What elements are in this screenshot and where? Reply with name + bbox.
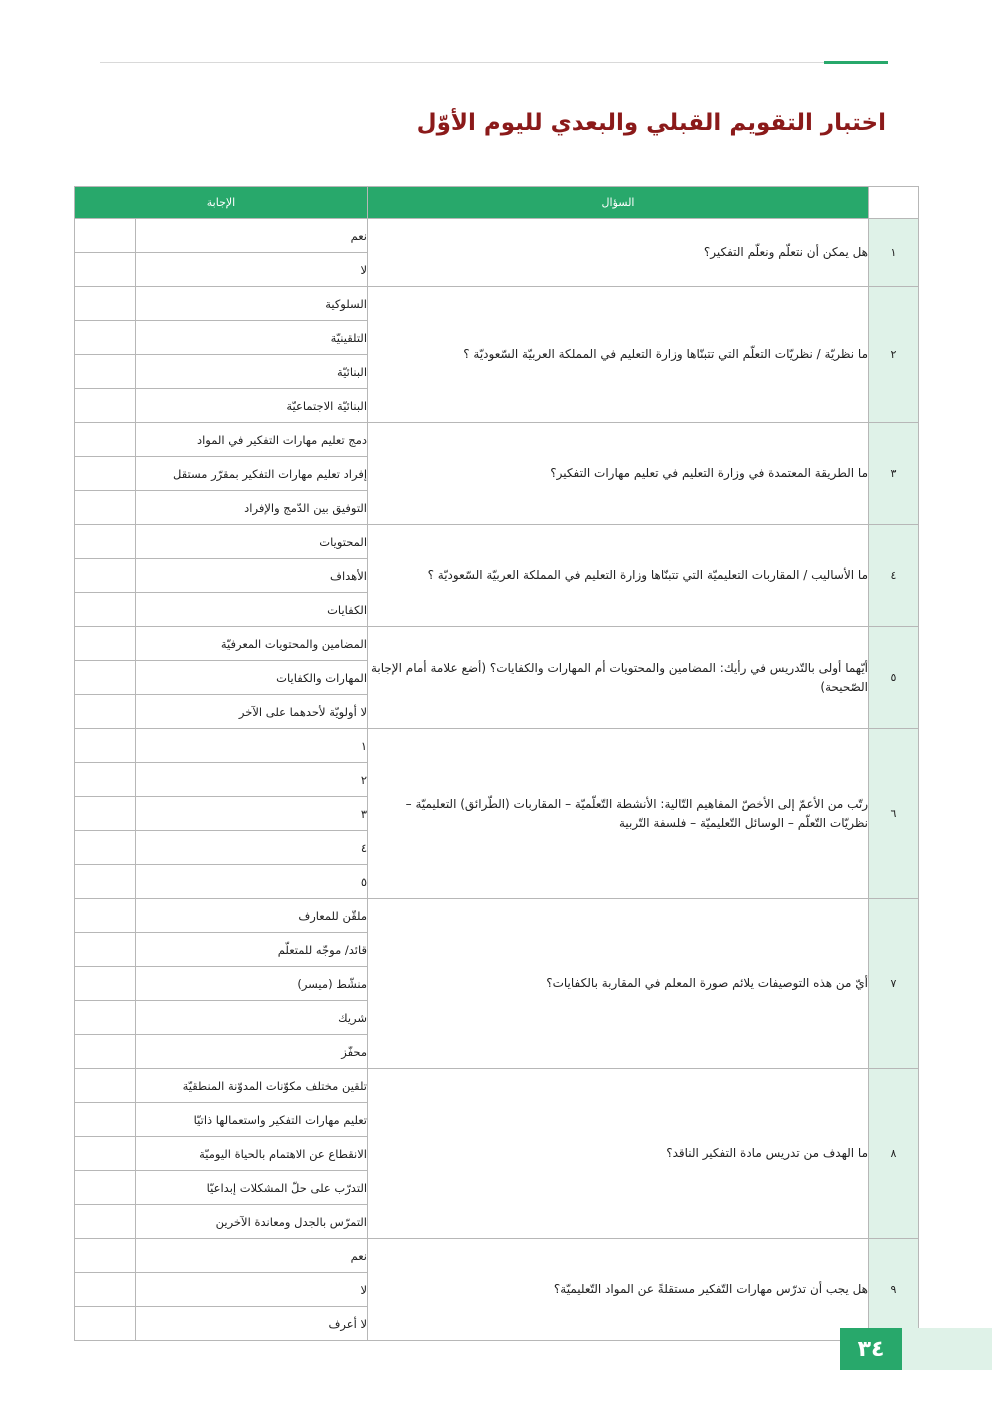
answer-mark-cell[interactable] <box>75 967 136 1001</box>
answer-option: دمج تعليم مهارات التفكير في المواد <box>136 423 368 457</box>
answer-mark-cell[interactable] <box>75 1137 136 1171</box>
answer-option: ملقّن للمعارف <box>136 899 368 933</box>
page-number: ٣٤ <box>840 1328 902 1370</box>
answer-option: ٣ <box>136 797 368 831</box>
answer-mark-cell[interactable] <box>75 355 136 389</box>
question-text: ما الطريقة المعتمدة في وزارة التعليم في تعليم مهارات التفكير؟ <box>368 423 869 525</box>
table-row <box>75 729 919 763</box>
answer-mark-cell[interactable] <box>75 389 136 423</box>
number-header <box>869 187 919 219</box>
answer-option: شريك <box>136 1001 368 1035</box>
answer-option: الأهداف <box>136 559 368 593</box>
answer-mark-cell[interactable] <box>75 695 136 729</box>
answer-mark-cell[interactable] <box>75 1069 136 1103</box>
answer-option: ٥ <box>136 865 368 899</box>
answer-mark-cell[interactable] <box>75 899 136 933</box>
answer-option: السلوكية <box>136 287 368 321</box>
table-row <box>75 899 919 933</box>
answer-mark-cell[interactable] <box>75 797 136 831</box>
question-text: هل يمكن أن نتعلّم ونعلّم التفكير؟ <box>368 219 869 287</box>
question-header: السؤال <box>368 187 869 219</box>
question-number: ٥ <box>869 627 919 729</box>
question-number: ٦ <box>869 729 919 899</box>
question-number: ٨ <box>869 1069 919 1239</box>
answer-mark-cell[interactable] <box>75 1035 136 1069</box>
answer-option: نعم <box>136 219 368 253</box>
question-number: ٩ <box>869 1239 919 1341</box>
question-text: أيّهما أولى بالتّدريس في رأيك: المضامين والمحتويات أم المهارات والكفايات؟ (أضع علامة أمام الإجابة الصّحيحة) <box>368 627 869 729</box>
answer-option: قائد/ موجّه للمتعلّم <box>136 933 368 967</box>
header-rule-accent <box>824 61 888 64</box>
answer-mark-cell[interactable] <box>75 1239 136 1273</box>
question-text: هل يجب أن تدرّس مهارات التّفكير مستقلةً عن المواد التّعليميّة؟ <box>368 1239 869 1341</box>
answer-option: ٢ <box>136 763 368 797</box>
answer-header: الإجابة <box>75 187 368 219</box>
answer-option: المحتويات <box>136 525 368 559</box>
answer-mark-cell[interactable] <box>75 559 136 593</box>
answer-mark-cell[interactable] <box>75 1171 136 1205</box>
answer-mark-cell[interactable] <box>75 627 136 661</box>
answer-mark-cell[interactable] <box>75 1205 136 1239</box>
table-row <box>75 423 919 457</box>
answer-option: التمرّس بالجدل ومعاندة الآخرين <box>136 1205 368 1239</box>
answer-option: لا <box>136 253 368 287</box>
answer-option: الكفايات <box>136 593 368 627</box>
table-row <box>75 219 919 253</box>
answer-option: تعليم مهارات التفكير واستعمالها ذاتيّا <box>136 1103 368 1137</box>
answer-option: ١ <box>136 729 368 763</box>
answer-option: تلقين مختلف مكوّنات المدوّنة المنطقيّة <box>136 1069 368 1103</box>
question-text: ما الأساليب / المقاربات التعليميّة التي تتبنّاها وزارة التعليم في المملكة العربيّة السّعوديّة ؟ <box>368 525 869 627</box>
answer-mark-cell[interactable] <box>75 287 136 321</box>
answer-option: محفّز <box>136 1035 368 1069</box>
answer-mark-cell[interactable] <box>75 593 136 627</box>
table-row <box>75 287 919 321</box>
answer-mark-cell[interactable] <box>75 763 136 797</box>
answer-option: ٤ <box>136 831 368 865</box>
question-text: أيّ من هذه التوصيفات يلائم صورة المعلم في المقاربة بالكفايات؟ <box>368 899 869 1069</box>
question-text: ما الهدف من تدريس مادة التفكير الناقد؟ <box>368 1069 869 1239</box>
answer-option: المهارات والكفايات <box>136 661 368 695</box>
answer-mark-cell[interactable] <box>75 1273 136 1307</box>
answer-mark-cell[interactable] <box>75 1001 136 1035</box>
page-title: اختبار التقويم القبلي والبعدي لليوم الأوّل <box>416 110 886 136</box>
answer-option: لا أعرف <box>136 1307 368 1341</box>
table-row <box>75 627 919 661</box>
answer-mark-cell[interactable] <box>75 321 136 355</box>
answer-mark-cell[interactable] <box>75 423 136 457</box>
answer-mark-cell[interactable] <box>75 729 136 763</box>
page-number-tab <box>902 1328 992 1370</box>
answer-mark-cell[interactable] <box>75 1103 136 1137</box>
table-row <box>75 1239 919 1273</box>
question-number: ١ <box>869 219 919 287</box>
table-row <box>75 1069 919 1103</box>
header-rule <box>100 62 888 63</box>
answer-mark-cell[interactable] <box>75 933 136 967</box>
answer-option: منشّط (ميسر) <box>136 967 368 1001</box>
answer-option: إفراد تعليم مهارات التفكير بمقرّر مستقل <box>136 457 368 491</box>
question-text: رتّب من الأعمّ إلى الأخصّ المفاهيم التّالية: الأنشطة التّعلّميّة – المقاربات (الطّرائق) التعليميّة – نظريّات التّعلّم – الوسائل التّعليميّة – فلسفة التّربية <box>368 729 869 899</box>
answer-option: البنائيّة الاجتماعيّة <box>136 389 368 423</box>
answer-mark-cell[interactable] <box>75 491 136 525</box>
answer-option: التلقينيّة <box>136 321 368 355</box>
answer-mark-cell[interactable] <box>75 661 136 695</box>
quiz-table <box>74 186 919 1341</box>
question-number: ٤ <box>869 525 919 627</box>
answer-mark-cell[interactable] <box>75 831 136 865</box>
question-number: ٧ <box>869 899 919 1069</box>
question-number: ٣ <box>869 423 919 525</box>
answer-option: التدرّب على حلّ المشكلات إبداعيّا <box>136 1171 368 1205</box>
answer-option: الانقطاع عن الاهتمام بالحياة اليوميّة <box>136 1137 368 1171</box>
answer-option: نعم <box>136 1239 368 1273</box>
answer-mark-cell[interactable] <box>75 1307 136 1341</box>
table-row <box>75 525 919 559</box>
question-number: ٢ <box>869 287 919 423</box>
answer-mark-cell[interactable] <box>75 525 136 559</box>
answer-option: البنائيّة <box>136 355 368 389</box>
answer-mark-cell[interactable] <box>75 865 136 899</box>
answer-option: التوفيق بين الدّمج والإفراد <box>136 491 368 525</box>
answer-mark-cell[interactable] <box>75 219 136 253</box>
question-text: ما نظريّة / نظريّات التعلّم التي تتبنّاها وزارة التعليم في المملكة العربيّة السّعوديّة ؟ <box>368 287 869 423</box>
answer-mark-cell[interactable] <box>75 253 136 287</box>
answer-option: لا <box>136 1273 368 1307</box>
answer-option: لا أولويّة لأحدهما على الآخر <box>136 695 368 729</box>
answer-mark-cell[interactable] <box>75 457 136 491</box>
answer-option: المضامين والمحتويات المعرفيّة <box>136 627 368 661</box>
